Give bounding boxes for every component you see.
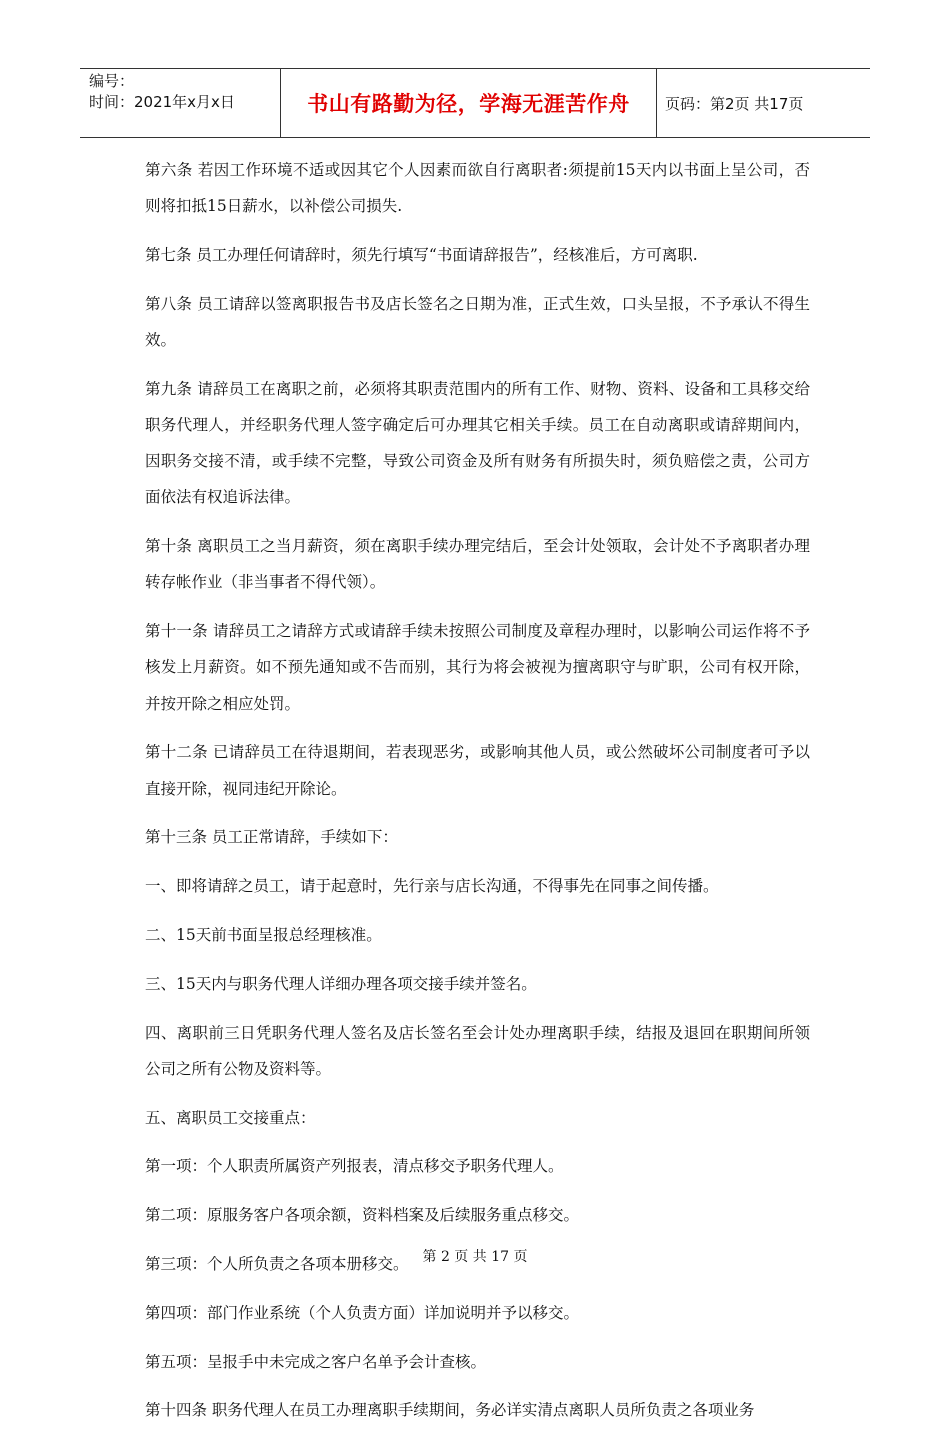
header-left-cell: [80, 69, 280, 137]
document-date-label: 时间：2021年x月x日: [89, 93, 235, 111]
procedure-step-4: 四、离职前三日凭职务代理人签名及店长签名至会计处办理离职手续，结报及退回在职期间所领公司之所有公物及资料等。: [145, 1023, 810, 1078]
procedure-step-2: 二、15天前书面呈报总经理核准。: [145, 926, 382, 944]
header-page-info-cell: [657, 69, 870, 137]
header-motto-cell: [280, 69, 657, 137]
article-12: 第十二条 已请辞员工在待退期间，若表现恶劣，或影响其他人员，或公然破坏公司制度者可予以直接开除，视同违纪开除论。: [145, 743, 810, 798]
page-header: [80, 68, 870, 138]
handover-item-1: 第一项：个人职责所属资产列报表，清点移交予职务代理人。: [145, 1157, 564, 1176]
handover-item-3: 第三项：个人所负责之各项本册移交。: [145, 1254, 409, 1273]
footer-page-number: 第 2 页 共 17 页: [422, 1249, 528, 1265]
document-number-label: 编号：: [89, 72, 135, 90]
header-page-info: 页码：第2页 共17页: [665, 94, 804, 113]
article-10: 第十条 离职员工之当月薪资，须在离职手续办理完结后，至会计处领取，会计处不予离职者办理转存帐作业（非当事者不得代领）。: [145, 537, 810, 592]
handover-item-2: 第二项：原服务客户各项余额，资料档案及后续服务重点移交。: [145, 1206, 580, 1225]
procedure-step-1: 一、即将请辞之员工，请于起意时，先行亲与店长沟通，不得事先在同事之间传播。: [145, 877, 719, 896]
article-9: 第九条 请辞员工在离职之前，必须将其职责范围内的所有工作、财物、资料、设备和工具移交给职务代理人，并经职务代理人签字确定后可办理其它相关手续。员工在自动离职或请辞期间内，因职务交接不清，或手续不完整，导致公司资金及所有财务有所损失时，须负赔偿之责，公司方面依法有权追诉法律。: [145, 379, 810, 507]
article-13: 第十三条 员工正常请辞，手续如下：: [145, 828, 398, 847]
handover-item-4: 第四项：部门作业系统（个人负责方面）详加说明并予以移交。: [145, 1303, 580, 1322]
article-14: 第十四条 职务代理人在员工办理离职手续期间，务必详实清点离职人员所负责之各项业务: [145, 1401, 755, 1420]
article-6: 第六条 若因工作环境不适或因其它个人因素而欲自行离职者:须提前15天内以书面上呈公司，否则将扣抵15日薪水，以补偿公司损失.: [145, 161, 810, 216]
article-11: 第十一条 请辞员工之请辞方式或请辞手续未按照公司制度及章程办理时，以影响公司运作将不予核发上月薪资。如不预先通知或不告而别，其行为将会被视为擅离职守与旷职，公司有权开除，并按开除之相应处罚。: [145, 622, 810, 713]
header-motto: 书山有路勤为径，学海无涯苦作舟: [307, 92, 630, 116]
procedure-step-5: 五、离职员工交接重点：: [145, 1108, 316, 1127]
procedure-step-3: 三、15天内与职务代理人详细办理各项交接手续并签名。: [145, 974, 537, 993]
handover-item-5: 第五项：呈报手中未完成之客户名单予会计查核。: [145, 1352, 487, 1371]
document-body: [145, 152, 810, 1429]
article-8: 第八条 员工请辞以签离职报告书及店长签名之日期为准，正式生效，口头呈报，不予承认不得生效。: [145, 294, 810, 349]
article-7: 第七条 员工办理任何请辞时，须先行填写“书面请辞报告”，经核准后，方可离职.: [145, 246, 698, 264]
page-footer: [0, 1246, 950, 1266]
